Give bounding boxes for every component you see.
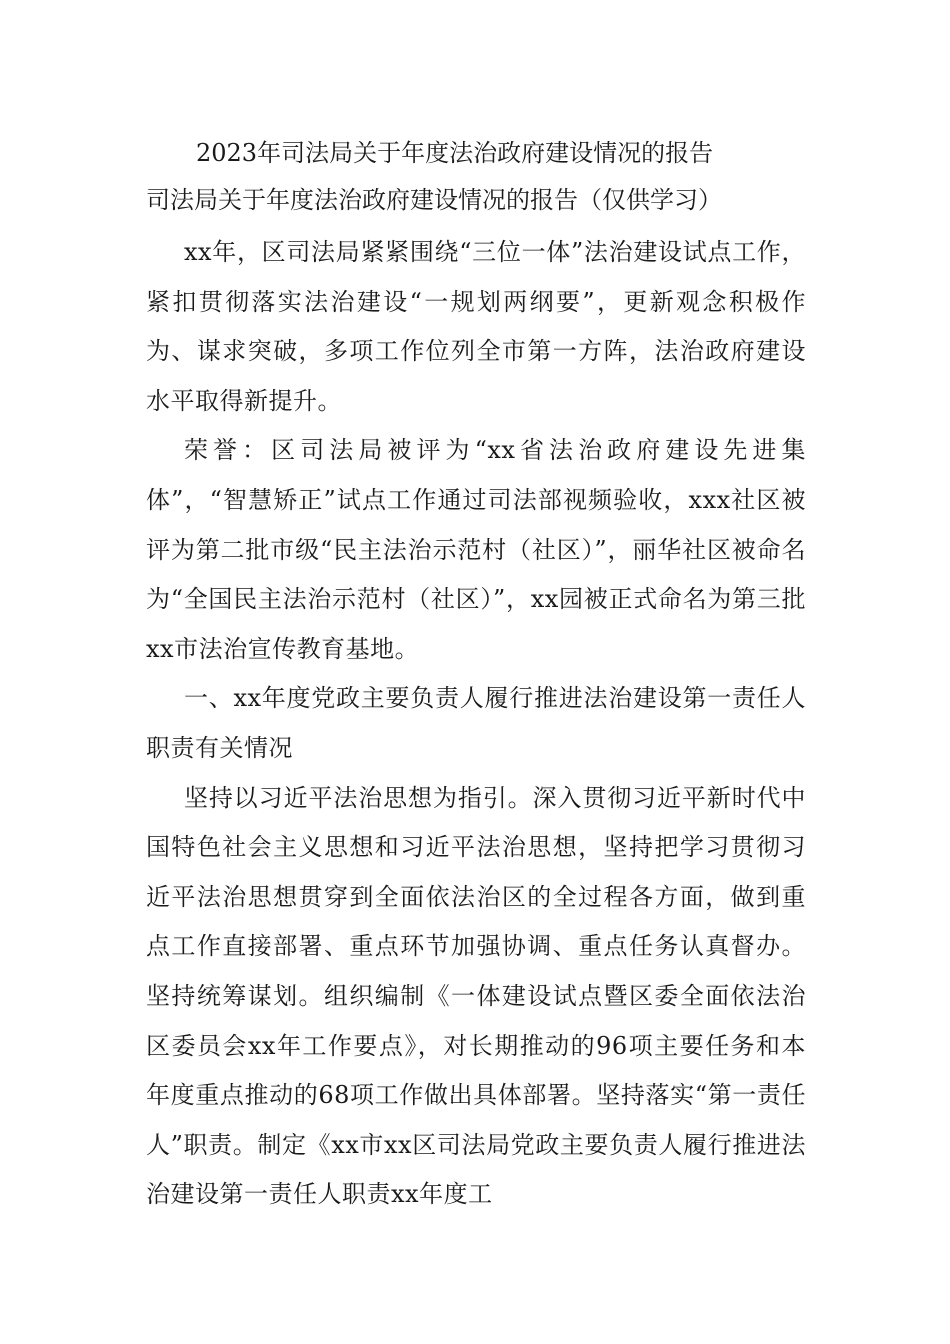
document-body bbox=[146, 228, 806, 1220]
document-title: 2023年司法局关于年度法治政府建设情况的报告 bbox=[196, 139, 714, 167]
paragraph-section-1-body: 坚持以习近平法治思想为指引。深入贯彻习近平新时代中国特色社会主义思想和习近平法治思想，坚持把学习贯彻习近平法治思想贯穿到全面依法治区的全过程各方面，做到重点工作直接部署、重点环节加强协调、重点任务认真督办。坚持统筹谋划。组织编制《一体建设试点暨区委全面依法治区委员会xx年工作要点》，对长期推动的96项主要任务和本年度重点推动的68项工作做出具体部署。坚持落实“第一责任人”职责。制定《xx市xx区司法局党政主要负责人履行推进法治建设第一责任人职责xx年度工 bbox=[146, 783, 806, 1209]
document-subtitle: 司法局关于年度法治政府建设情况的报告（仅供学习） bbox=[146, 186, 722, 214]
paragraph-honors: 荣誉：区司法局被评为“xx省法治政府建设先进集体”，“智慧矫正”试点工作通过司法部视频验收，xxx社区被评为第二批市级“民主法治示范村（社区）”，丽华社区被命名为“全国民主法治示范村（社区）”，xx园被正式命名为第三批xx市法治宣传教育基地。 bbox=[146, 436, 806, 663]
paragraph-intro: xx年，区司法局紧紧围绕“三位一体”法治建设试点工作，紧扣贯彻落实法治建设“一规划两纲要”，更新观念积极作为、谋求突破，多项工作位列全市第一方阵，法治政府建设水平取得新提升。 bbox=[146, 238, 806, 415]
section-heading-1: 一、xx年度党政主要负责人履行推进法治建设第一责任人职责有关情况 bbox=[146, 684, 806, 762]
